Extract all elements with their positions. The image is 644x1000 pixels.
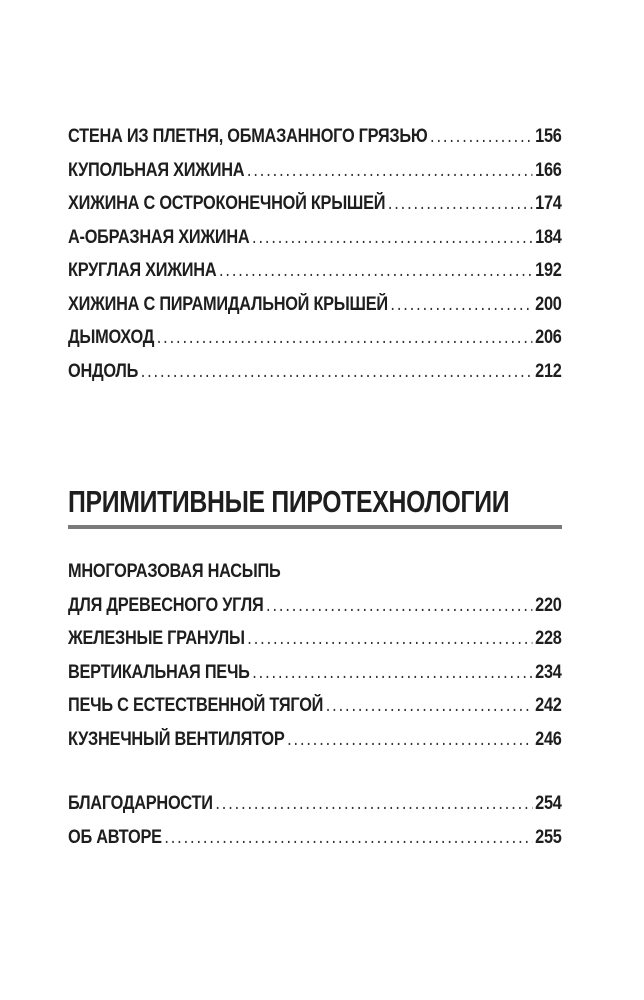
toc-entry[interactable] xyxy=(68,254,562,288)
section-title: ПРИМИТИВНЫЕ ПИРОТЕХНОЛОГИИ xyxy=(68,484,510,519)
toc-entry-title: А-ОБРАЗНАЯ ХИЖИНА xyxy=(68,226,250,248)
toc-entry-page: 166 xyxy=(535,159,562,181)
toc-entry[interactable] xyxy=(68,589,562,623)
toc-entry-title: ХИЖИНА С ОСТРОКОНЕЧНОЙ КРЫШЕЙ xyxy=(68,193,386,214)
toc-entry-title: МНОГОРАЗОВАЯ НАСЫПЬ xyxy=(68,561,281,582)
toc-leader-dots xyxy=(164,821,532,855)
toc-leader-dots xyxy=(252,656,532,690)
toc-entry-page: 206 xyxy=(535,327,562,348)
toc-leader-dots xyxy=(390,288,532,322)
toc-entry-page: 192 xyxy=(535,260,562,281)
toc-entry[interactable] xyxy=(68,656,562,690)
toc-entry-title: ХИЖИНА С ПИРАМИДАЛЬНОЙ КРЫШЕЙ xyxy=(68,293,388,315)
toc-entry[interactable] xyxy=(68,723,562,757)
toc-entry-title: ДЫМОХОД xyxy=(68,327,155,348)
toc-entry-page: 174 xyxy=(535,193,562,214)
toc-entry-page: 220 xyxy=(535,594,562,616)
toc-entry[interactable] xyxy=(68,821,562,855)
toc-entry-title: ЖЕЛЕЗНЫЕ ГРАНУЛЫ xyxy=(68,628,245,649)
toc-entry-title: БЛАГОДАРНОСТИ xyxy=(68,793,213,814)
toc-leader-dots xyxy=(326,689,533,723)
toc-entry-page: 242 xyxy=(535,695,562,716)
section-heading xyxy=(68,480,562,528)
toc-leader-dots xyxy=(430,120,533,154)
toc-group-pyrotech xyxy=(68,555,562,756)
toc-entry-title: ПЕЧЬ С ЕСТЕСТВЕННОЙ ТЯГОЙ xyxy=(68,695,324,716)
toc-entry-title: КРУГЛАЯ ХИЖИНА xyxy=(68,260,217,281)
toc-entry[interactable] xyxy=(68,288,562,322)
toc-entry[interactable] xyxy=(68,221,562,255)
toc-entry-page: 234 xyxy=(535,661,562,683)
toc-leader-dots xyxy=(252,221,533,255)
toc-entry[interactable] xyxy=(68,154,562,188)
toc-entry-page: 246 xyxy=(535,728,562,750)
toc-leader-dots xyxy=(219,254,533,288)
toc-entry[interactable] xyxy=(68,787,562,821)
toc-leader-dots xyxy=(215,787,532,821)
toc-entry[interactable] xyxy=(68,689,562,723)
toc-group-shelters xyxy=(68,120,562,388)
toc-entry[interactable] xyxy=(68,187,562,221)
toc-leader-dots xyxy=(266,589,533,623)
toc-entry-page: 200 xyxy=(535,293,562,315)
toc-entry-page: 184 xyxy=(535,226,562,248)
toc-leader-dots xyxy=(141,355,533,389)
toc-leader-dots xyxy=(157,321,533,355)
toc-entry-title: ДЛЯ ДРЕВЕСНОГО УГЛЯ xyxy=(68,594,264,616)
toc-entry-title: ВЕРТИКАЛЬНАЯ ПЕЧЬ xyxy=(68,661,250,683)
toc-entry-title: КУПОЛЬНАЯ ХИЖИНА xyxy=(68,159,245,181)
toc-entry[interactable] xyxy=(68,355,562,389)
toc-entry-title: КУЗНЕЧНЫЙ ВЕНТИЛЯТОР xyxy=(68,728,285,750)
toc-entry-title: ОБ АВТОРЕ xyxy=(68,826,162,848)
toc-group-backmatter xyxy=(68,787,562,854)
toc-entry-page: 255 xyxy=(535,826,562,848)
toc-entry-page: 228 xyxy=(535,628,562,649)
toc-entry-page: 156 xyxy=(535,126,562,147)
toc-entry-title: СТЕНА ИЗ ПЛЕТНЯ, ОБМАЗАННОГО ГРЯЗЬЮ xyxy=(68,126,428,147)
toc-entry-title: ОНДОЛЬ xyxy=(68,360,139,382)
toc-leader-dots xyxy=(247,622,532,656)
toc-leader-dots xyxy=(247,154,533,188)
toc-page xyxy=(68,0,562,1000)
toc-leader-dots xyxy=(388,187,533,221)
toc-entry[interactable] xyxy=(68,555,562,589)
toc-leader-dots xyxy=(287,723,532,757)
toc-entry[interactable] xyxy=(68,321,562,355)
section-divider xyxy=(68,525,562,529)
toc-entry[interactable] xyxy=(68,622,562,656)
toc-entry[interactable] xyxy=(68,120,562,154)
toc-entry-page: 212 xyxy=(535,360,562,382)
toc-entry-page: 254 xyxy=(535,793,562,814)
